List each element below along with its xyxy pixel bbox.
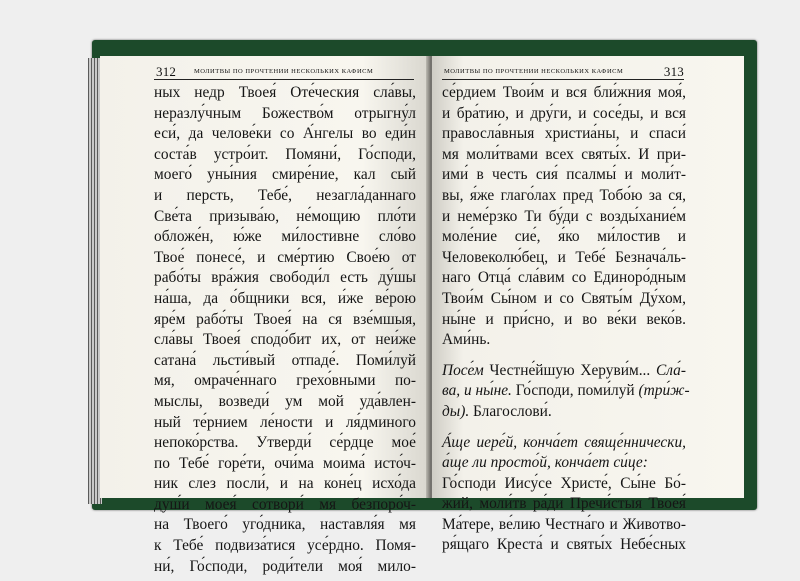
left-page (100, 56, 428, 575)
left-page-number: 312 (156, 64, 177, 79)
text-line: ник слез посли́, и на коне́ц исхо́да (154, 475, 416, 493)
right-page-number: 313 (663, 64, 684, 79)
text-line: ими́ в честь сия́ псалмы́ и моли́т- (442, 166, 686, 184)
text-line: мыслы, возведи́ ум мой уда́влен- (154, 392, 416, 410)
text-line: ный те́рнием ле́ности и ля́дминого (154, 413, 416, 431)
text-line: правосла́вныя христиа́ны, и спаси́ (442, 125, 686, 143)
text-line: душ́и моея́ сотвори́ мя безпоро́ч- (154, 495, 416, 513)
rubric-plain: Го́споди, поми́луй (511, 382, 639, 400)
rubric-line (442, 361, 686, 382)
left-header-rule (154, 79, 414, 80)
right-body-text (442, 83, 690, 556)
text-line: Го́споди Иису́се Христе́, Сы́не Бо́- (442, 474, 686, 492)
text-line: к Тебе́ подвиза́тися усе́рдно. Помя- (154, 537, 416, 555)
text-line: и бра́тию, и дру́ги, и сосе́ды, и вся (442, 104, 686, 122)
text-line: Све́та призыва́ю, не́мощию пло́ти (154, 207, 416, 225)
right-header-rule (442, 79, 684, 80)
text-line: Ами́нь. (442, 331, 491, 349)
text-line: соста́в устро́ит. Помяни́, Го́споди, (154, 145, 416, 163)
rubric-italic: Посе́м (442, 361, 484, 379)
text-line: се́рдием Твои́м и вся бли́жния моя́, (442, 84, 686, 101)
left-running-title: МОЛИТВЫ ПО ПРОЧТЕНИИ НЕСКОЛЬКИХ КАФИСМ (194, 68, 374, 75)
text-line: Ма́тере, ве́лию Честна́го и Животво- (442, 515, 686, 533)
text-line: мя, омраче́ннаго грехо́вными по- (154, 372, 416, 390)
text-line: мя моли́твами всех святы́х. И при- (442, 145, 686, 163)
text-line: по Тебе́ горе́ти, очи́ма моима́ исто́ч- (154, 454, 416, 472)
text-line: неразлу́чным Божество́м отрыгну́л (154, 104, 416, 122)
text-line: вы, я́же глаго́лах пред Тобо́ю за ся, (442, 186, 686, 204)
text-line: Человеколю́бец, и Тебе́ Безнача́ль- (442, 248, 686, 266)
rubric-plain: Честне́йшую Херуви́м... (483, 361, 656, 379)
rubric-italic: ды). (442, 402, 470, 420)
rubric-line (442, 381, 690, 402)
right-running-title: МОЛИТВЫ ПО ПРОЧТЕНИИ НЕСКОЛЬКИХ КАФИСМ (444, 68, 624, 75)
text-line: Твои́м Сы́ном и со Святы́м Ду́хом, (442, 289, 686, 307)
text-line: на́ша, да о́бщники вся, и́же ве́рою (154, 289, 416, 307)
rubric-italic: Сла́- (656, 361, 686, 379)
text-line: ни́, Го́споди, роди́тели моя́ мило- (154, 557, 416, 575)
text-line: и персть, Тебе́, незагла́даннаго (154, 186, 416, 204)
left-body-text (154, 83, 416, 577)
text-line: еси́, да челове́ки со А́нгелы во еди́н (154, 125, 416, 143)
text-line: обложе́н, ю́же ми́лостивне сло́во (154, 228, 416, 246)
text-line: сатана́ льсти́вый отпаде́. Поми́луй (154, 351, 416, 369)
right-page (432, 56, 744, 554)
text-line: моле́ние сие́, я́ко ми́лостив и (442, 228, 686, 246)
text-line: и неме́рзко Ти бу́ди с возды́хание́м (442, 207, 686, 225)
paragraph-gap (442, 423, 686, 433)
rubric-plain: Благослови́. (469, 402, 552, 420)
rubric-line: А́ще иере́й, конча́ет свяще́ннически, (442, 433, 686, 451)
paragraph-gap (442, 351, 686, 361)
text-line: ных недр Твоея́ Оте́ческия сла́вы, (154, 84, 416, 101)
text-line: жий, моли́тв ра́ди Пречи́стыя Твоея́ (442, 495, 686, 513)
text-line: сла́вы Твоея́ сподо́бит их, от неи́же (154, 331, 416, 349)
text-line: ря́щаго Креста́ и святы́х Небе́сных (442, 536, 686, 554)
text-line: на Твоего́ уго́дника, наставля́я мя (154, 516, 416, 534)
text-line: наго Отца́ сла́вим со Единоро́дным (442, 269, 686, 287)
rubric-line (442, 402, 686, 423)
text-line: ны́не и при́сно, и во ве́ки веко́в. (442, 310, 686, 328)
text-line: моего́ уны́ния смире́ние, кал сый (154, 166, 416, 184)
text-line: непоко́рства. Утверди́ се́рдце мое́ (154, 434, 416, 452)
rubric-italic: ва, и ны́не. (442, 382, 512, 400)
text-line: яре́м рабо́ты Твоея́ на ся взе́мшыя, (154, 310, 416, 328)
text-line: рабо́ты вра́жия свободи́л есть ду́шы (154, 269, 416, 287)
text-line: Твое́ понесе́, и сме́ртию Свое́ю от (154, 248, 416, 266)
rubric-line: а́ще ли просто́й, конча́ет си́це: (442, 454, 648, 472)
rubric-italic: (три́ж- (638, 382, 690, 400)
